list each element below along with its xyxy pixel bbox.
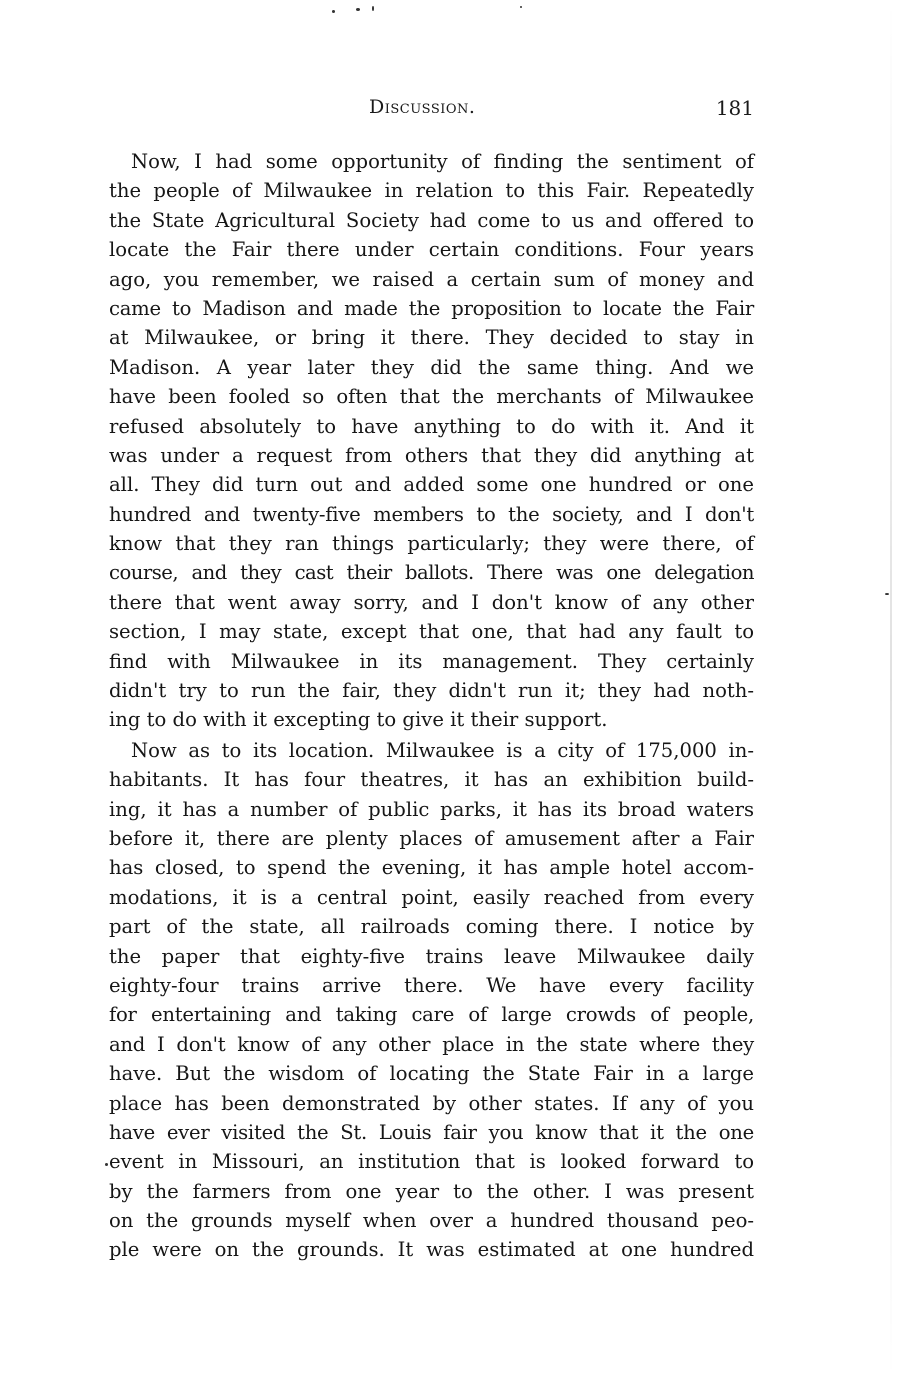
text-line: Madison. A year later they did the same thing. And we <box>109 355 754 379</box>
scan-speck <box>105 1163 108 1166</box>
paragraph <box>109 147 754 735</box>
text-line: know that they ran things particularly; they were there, of <box>109 532 754 556</box>
scan-speck <box>885 593 889 595</box>
text-line: has closed, to spend the evening, it has ample hotel accom- <box>109 856 754 880</box>
text-line: the people of Milwaukee in relation to this Fair. Repeatedly <box>109 179 754 203</box>
text-line: ing, it has a number of public parks, it has its broad waters <box>109 797 754 821</box>
text-line: and I don't know of any other place in the state where they <box>109 1032 754 1056</box>
scan-speck <box>332 10 335 13</box>
text-line: the paper that eighty-five trains leave Milwaukee daily <box>109 944 754 968</box>
text-line: there that went away sorry, and I don't know of any other <box>109 590 754 614</box>
body-text <box>109 147 754 1265</box>
text-line: Now as to its location. Milwaukee is a city of 175,000 in- <box>131 738 754 762</box>
paragraph <box>109 736 754 1265</box>
text-line: part of the state, all railroads coming there. I notice by <box>109 915 754 939</box>
running-title: Discussion. <box>369 96 476 118</box>
text-line: eighty-four trains arrive there. We have every facility <box>109 973 754 997</box>
text-line: the State Agricultural Society had come to us and offered to <box>109 208 754 232</box>
text-line: locate the Fair there under certain conditions. Four years <box>109 238 754 262</box>
text-line: before it, there are plenty places of amusement after a Fair <box>109 826 754 850</box>
text-line: event in Missouri, an institution that is looked forward to <box>109 1150 754 1174</box>
scan-speck <box>520 6 522 8</box>
text-line: have ever visited the St. Louis fair you know that it the one <box>109 1120 754 1144</box>
text-line: find with Milwaukee in its management. They certainly <box>109 649 754 673</box>
scan-speck <box>356 8 360 11</box>
text-line: hundred and twenty-five members to the society, and I don't <box>109 502 754 526</box>
text-line: ing to do with it excepting to give it their support. <box>109 708 608 732</box>
text-line: have. But the wisdom of locating the State Fair in a large <box>109 1062 754 1086</box>
text-line: on the grounds myself when over a hundred thousand peo- <box>109 1209 754 1233</box>
text-line: Now, I had some opportunity of finding the sentiment of <box>131 150 754 173</box>
text-line: place has been demonstrated by other states. If any of you <box>109 1091 754 1115</box>
scan-speck <box>372 6 374 11</box>
text-line: course, and they cast their ballots. There was one delegation <box>109 561 754 585</box>
text-line: section, I may state, except that one, that had any fault to <box>109 620 754 644</box>
text-line: have been fooled so often that the merchants of Milwaukee <box>109 385 754 409</box>
text-line: refused absolutely to have anything to do with it. And it <box>109 414 754 438</box>
text-line: for entertaining and taking care of large crowds of people, <box>109 1003 754 1027</box>
text-line: was under a request from others that they did anything at <box>109 443 754 467</box>
scan-edge-shadow <box>890 0 892 1380</box>
page-header <box>109 96 754 128</box>
text-line: modations, it is a central point, easily reached from every <box>109 885 754 909</box>
text-line: habitants. It has four theatres, it has an exhibition build- <box>109 768 754 792</box>
text-line: at Milwaukee, or bring it there. They decided to stay in <box>109 326 754 350</box>
text-line: all. They did turn out and added some one hundred or one <box>109 473 754 497</box>
text-line: ago, you remember, we raised a certain sum of money and <box>109 267 754 291</box>
page-number: 181 <box>715 96 754 120</box>
text-line: came to Madison and made the proposition to locate the Fair <box>109 296 754 320</box>
text-line: didn't try to run the fair, they didn't run it; they had noth- <box>109 679 754 703</box>
text-line: by the farmers from one year to the other. I was present <box>109 1179 754 1203</box>
text-line: ple were on the grounds. It was estimated at one hundred <box>109 1238 754 1262</box>
